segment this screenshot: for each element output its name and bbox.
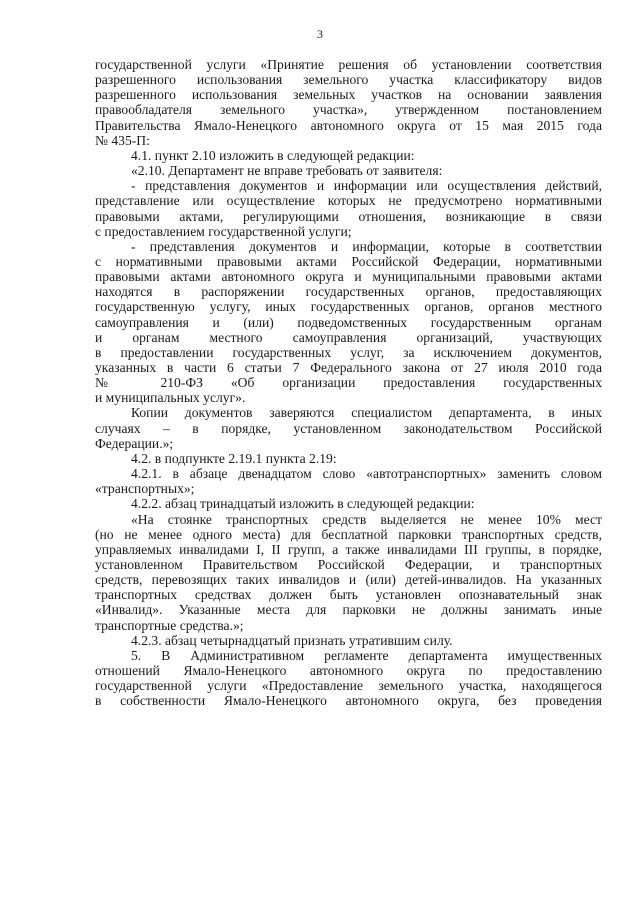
text-line: государственной услуги «Предоставление земельного участка, находящегося xyxy=(95,678,602,693)
text-line: «2.10. Департамент не вправе требовать от заявителя: xyxy=(131,163,443,178)
text-line: 4.2.3. абзац четырнадцатый признать утратившим силу. xyxy=(131,633,453,648)
text-line: установленном Правительством Российской Федерации, и транспортных xyxy=(95,557,602,572)
text-line: с предоставлением государственной услуги; xyxy=(95,224,352,239)
text-line: (но не менее одного места) для бесплатной парковки транспортных средств, xyxy=(95,527,602,542)
text-line: представление или осуществление которых не предусмотрено нормативными xyxy=(95,193,602,208)
text-line: и органам местного самоуправления организаций, участвующих xyxy=(95,330,602,345)
text-line: государственную услугу, иных государственных органов, органов местного xyxy=(95,299,602,314)
text-line: самоуправления и (или) подведомственных государственным органам xyxy=(95,315,602,330)
text-line: разрешенного использования земельного участка классификатору видов xyxy=(95,72,602,87)
text-line: государственной услуги «Принятие решения об установлении соответствия xyxy=(95,57,602,72)
text-line: правообладателя земельного участка», утвержденном постановлением xyxy=(95,102,602,117)
text-line: транспортных средствах должен быть установлен опознавательный знак xyxy=(95,587,602,602)
text-line: 4.2. в подпункте 2.19.1 пункта 2.19: xyxy=(131,451,337,466)
text-line: 4.2.1. в абзаце двенадцатом слово «автотранспортных» заменить словом xyxy=(131,466,602,481)
text-line: правовыми актами автономного округа и муниципальными правовыми актами xyxy=(95,269,602,284)
text-line: с нормативными правовыми актами Российской Федерации, нормативными xyxy=(95,254,602,269)
text-line: в собственности Ямало-Ненецкого автономного округа, без проведения xyxy=(95,693,602,708)
text-line: 4.2.2. абзац тринадцатый изложить в следующей редакции: xyxy=(131,496,475,511)
text-line: случаях – в порядке, установленном законодательством Российской xyxy=(95,421,602,436)
text-line: «Инвалид». Указанные места для парковки не должны занимать иные xyxy=(95,602,602,617)
text-line: - представления документов и информации, которые в соответствии xyxy=(131,239,602,254)
text-line: 5. В Административном регламенте департамента имущественных xyxy=(131,648,602,663)
text-line: транспортные средства.»; xyxy=(95,618,244,633)
page-number: 3 xyxy=(317,27,323,41)
text-line: Копии документов заверяются специалистом департамента, в иных xyxy=(131,405,602,420)
text-line: указанных в части 6 статьи 7 Федерального закона от 27 июля 2010 года xyxy=(95,360,602,375)
text-line: «транспортных»; xyxy=(95,481,195,496)
text-line: Правительства Ямало-Ненецкого автономного округа от 15 мая 2015 года xyxy=(95,118,602,133)
text-line: № 435-П: xyxy=(95,133,150,148)
text-line: 4.1. пункт 2.10 изложить в следующей редакции: xyxy=(131,148,415,163)
text-line: «На стоянке транспортных средств выделяется не менее 10% мест xyxy=(131,512,602,527)
text-line: - представления документов и информации или осуществления действий, xyxy=(131,178,602,193)
text-line: средств, перевозящих таких инвалидов и (или) детей-инвалидов. На указанных xyxy=(95,572,602,587)
text-line: управляемых инвалидами I, II групп, а также инвалидами III группы, в порядке, xyxy=(95,542,602,557)
text-line: № 210-ФЗ «Об организации предоставления государственных xyxy=(95,375,602,390)
text-line: находятся в распоряжении государственных органов, предоставляющих xyxy=(95,284,602,299)
text-line: и муниципальных услуг». xyxy=(95,390,246,405)
text-line: отношений Ямало-Ненецкого автономного округа по предоставлению xyxy=(95,663,602,678)
text-line: в предоставлении государственных услуг, за исключением документов, xyxy=(95,345,602,360)
text-line: правовыми актами, регулирующими отношения, возникающие в связи xyxy=(95,209,602,224)
text-line: разрешенного использования земельных участков на основании заявления xyxy=(95,87,602,102)
text-line: Федерации.»; xyxy=(95,436,174,451)
